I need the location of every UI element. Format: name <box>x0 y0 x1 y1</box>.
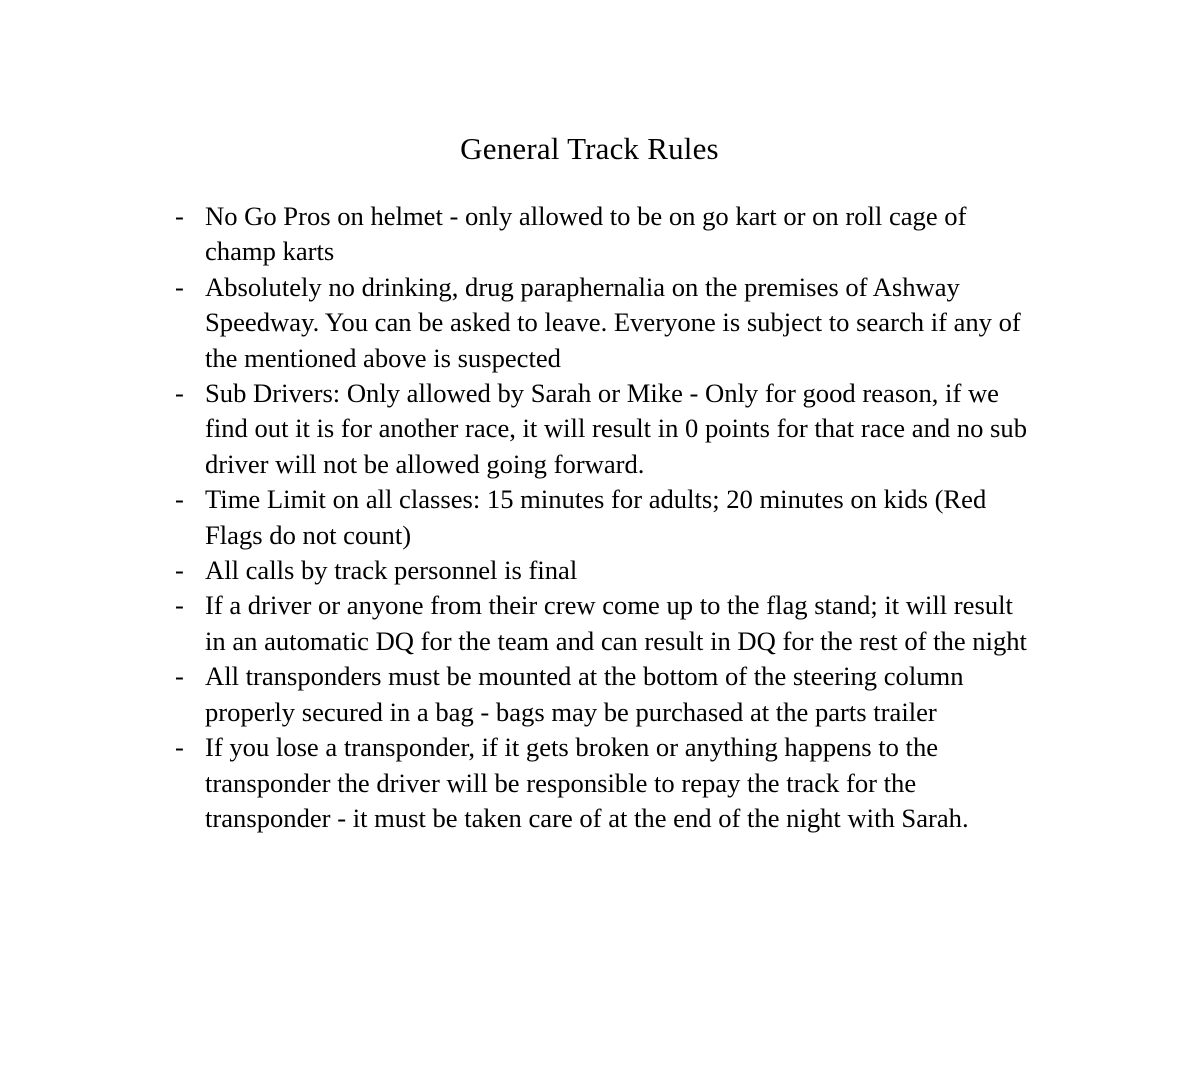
rule-text: No Go Pros on helmet - only allowed to be on go kart or on roll cage of champ karts <box>205 201 967 267</box>
dash-bullet: - <box>175 271 184 302</box>
dash-bullet: - <box>175 590 184 621</box>
page-title: General Track Rules <box>460 131 719 166</box>
rule-text: Absolutely no drinking, drug paraphernalia on the premises of Ashway Speedway. You can be asked to leave. Everyone is subject to search if any of the mentioned above is suspected <box>205 271 1021 373</box>
dash-bullet: - <box>175 555 184 586</box>
list-item <box>175 199 1179 270</box>
dash-bullet: - <box>175 201 184 231</box>
dash-bullet: - <box>175 732 184 763</box>
rule-text: Sub Drivers: Only allowed by Sarah or Mike - Only for good reason, if we find out it is for another race, it will result in 0 points for that race and no sub driver will not be allowed going forward. <box>205 378 1027 479</box>
rule-text: All calls by track personnel is final <box>205 555 578 586</box>
rule-text: If you lose a transponder, if it gets broken or anything happens to the transponder the driver will be responsible to repay the track for the transponder - it must be taken care of at the end of the night with Sarah. <box>205 732 969 833</box>
list-item <box>175 376 1179 482</box>
rule-text: All transponders must be mounted at the bottom of the steering column properly secured in a bag - bags may be purchased at the parts trailer <box>205 661 964 727</box>
list-item <box>175 553 1179 588</box>
dash-bullet: - <box>175 378 184 409</box>
list-item <box>175 730 1179 836</box>
dash-bullet: - <box>175 484 184 515</box>
rules-list <box>175 199 1179 836</box>
list-item <box>175 588 1179 659</box>
list-item <box>175 659 1179 730</box>
rule-text: Time Limit on all classes: 15 minutes for adults; 20 minutes on kids (Red Flags do not count) <box>205 484 987 550</box>
rule-text: If a driver or anyone from their crew come up to the flag stand; it will result in an automatic DQ for the team and can result in DQ for the rest of the night <box>205 590 1027 656</box>
list-item <box>175 270 1179 376</box>
list-item <box>175 482 1179 553</box>
dash-bullet: - <box>175 661 184 692</box>
